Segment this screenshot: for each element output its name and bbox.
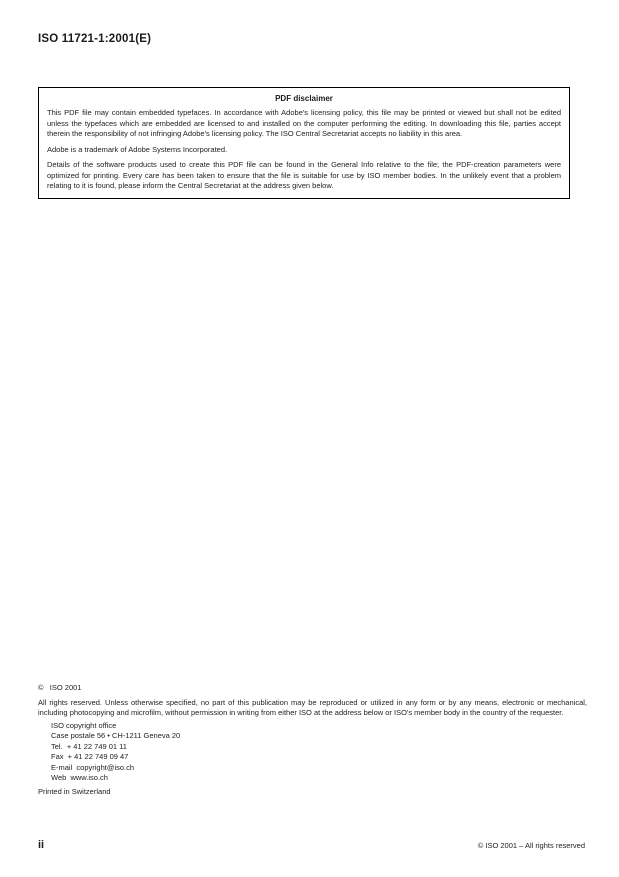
disclaimer-paragraph-1: This PDF file may contain embedded typefaces. In accordance with Adobe's licensing policy, this file may be printed or viewed but shall not be edited unless the typefaces which are embedded are licensed to and installed on the computer performing the editing. In downloading this file, parties accept therein the responsibility of not infringing Adobe's licensing policy. The ISO Central Secretariat accepts no liability in this area.: [47, 108, 561, 138]
address-line-office: ISO copyright office: [51, 720, 117, 730]
disclaimer-title: PDF disclaimer: [275, 94, 333, 103]
address-line-postal: Case postale 56 • CH-1211 Geneva 20: [51, 731, 181, 740]
iso-address-block: [51, 721, 587, 784]
address-line-fax: Fax + 41 22 749 09 47: [51, 752, 129, 761]
pdf-disclaimer-box: [38, 87, 570, 199]
rights-reserved-text: All rights reserved. Unless otherwise specified, no part of this publication may be reproduced or utilized in any form or by any means, electronic or mechanical, including photocopying and microfilm, without permission in writing from either ISO at the address below or ISO's member body in the country of the requester.: [38, 697, 587, 717]
footer-copyright-text: © ISO 2001 – All rights reserved: [477, 841, 585, 850]
address-line-web: Web www.iso.ch: [51, 773, 108, 782]
disclaimer-paragraph-3: Details of the software products used to create this PDF file can be found in the General Info relative to the file; the PDF-creation parameters were optimized for printing. Every care has been taken to ensure that the file is suitable for use by ISO member bodies. In the unlikely event that a problem relating to it is found, please inform the Central Secretariat at the address given below.: [47, 160, 561, 190]
printed-in-text: Printed in Switzerland: [38, 786, 111, 796]
address-line-tel: Tel. + 41 22 749 01 11: [51, 741, 127, 751]
document-designation: ISO 11721-1:2001(E): [38, 33, 152, 45]
address-line-email: E-mail copyright@iso.ch: [51, 762, 135, 772]
page-footer: [38, 839, 585, 851]
disclaimer-paragraph-2: Adobe is a trademark of Adobe Systems Incorporated.: [47, 144, 228, 154]
page-number: ii: [38, 839, 45, 851]
copyright-section: [38, 683, 587, 797]
copyright-notice: © ISO 2001: [38, 683, 82, 692]
